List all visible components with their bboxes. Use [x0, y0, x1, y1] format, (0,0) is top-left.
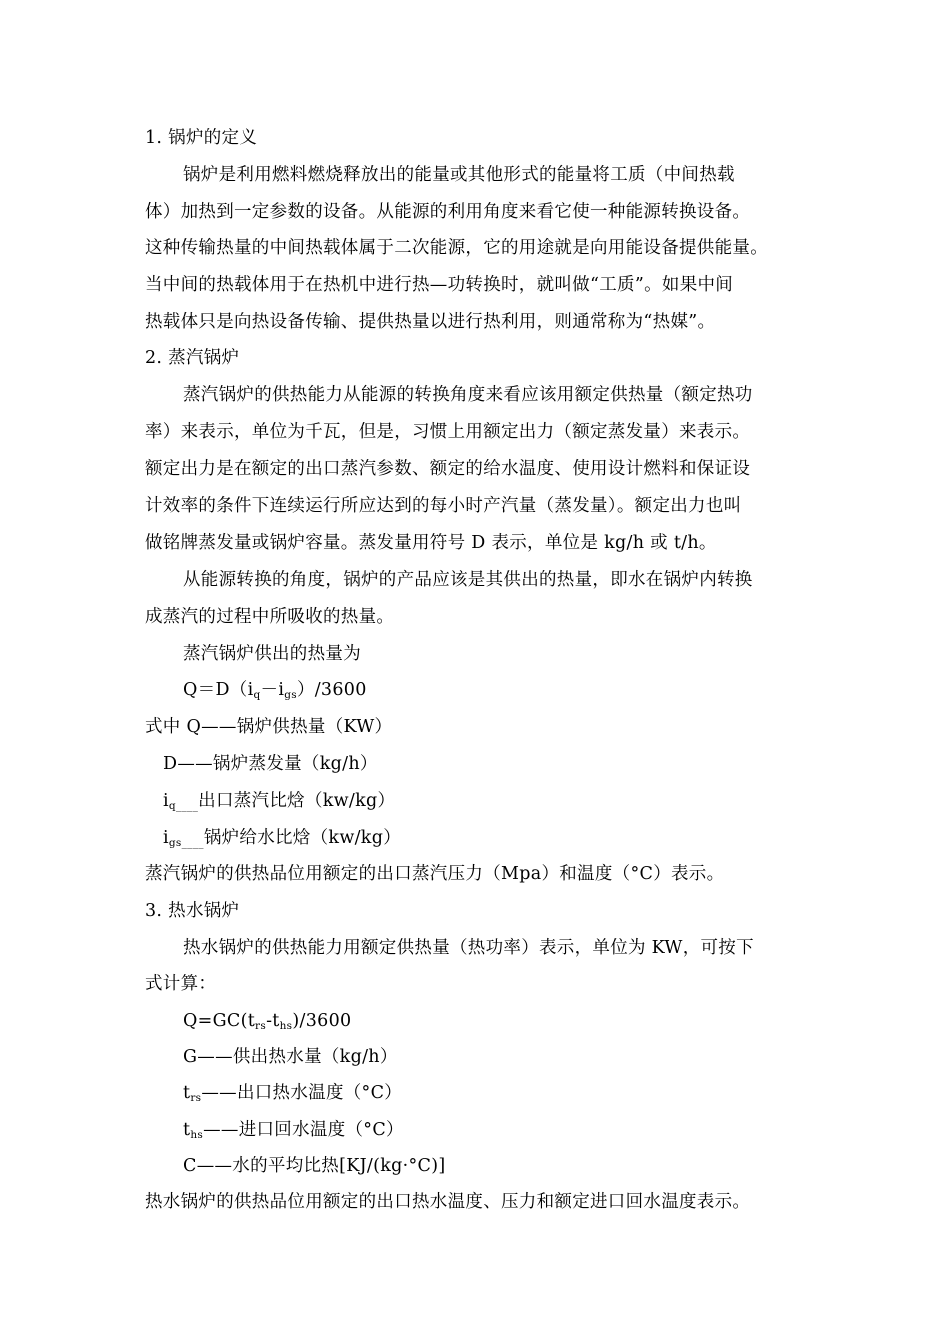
formula-part: Q=GC(t [183, 1011, 256, 1031]
var-subscript: rs [190, 1092, 202, 1104]
where-trs [183, 1081, 402, 1105]
section2-para-line: 做铭牌蒸发量或锅炉容量。蒸发量用符号 D 表示，单位是 kg/h 或 t/h。 [145, 533, 717, 553]
section1-para-line: 体）加热到一定参数的设备。从能源的利用角度来看它使一种能源转换设备。 [145, 202, 751, 222]
var: t [183, 1083, 191, 1103]
formula-part: Q＝D（i [183, 680, 254, 700]
formula-part: －i [260, 680, 285, 700]
section1-para-line: 热载体只是向热设备传输、提供热量以进行热利用，则通常称为“热媒”。 [145, 312, 716, 332]
section1-para-line: 这种传输热量的中间热载体属于二次能源，它的用途就是向用能设备提供能量。 [145, 238, 768, 258]
hotwater-quality: 热水锅炉的供热品位用额定的出口热水温度、压力和额定进口回水温度表示。 [145, 1192, 751, 1212]
section2-para-line: 蒸汽锅炉供出的热量为 [183, 644, 361, 664]
where-c: C——水的平均比热[KJ/(kg·°C)] [183, 1156, 446, 1176]
section3-para-line: 式计算： [145, 974, 217, 994]
section2-para-line: 率）来表示，单位为千瓦，但是，习惯上用额定出力（额定蒸发量）来表示。 [145, 422, 751, 442]
var-subscript: q [168, 800, 176, 812]
var-subscript: hs [190, 1129, 204, 1141]
section1-para-line: 当中间的热载体用于在热机中进行热—功转换时，就叫做“工质”。如果中间 [145, 275, 734, 295]
var: t [183, 1120, 191, 1140]
section2-heading: 2. 蒸汽锅炉 [145, 348, 240, 368]
dash: ____ [175, 800, 199, 812]
section2-para-line: 蒸汽锅炉的供热能力从能源的转换角度来看应该用额定供热量（额定热功 [183, 385, 753, 405]
where-ths [183, 1118, 404, 1142]
formula-subscript: gs [284, 689, 297, 701]
section1-para-line: 锅炉是利用燃料燃烧释放出的能量或其他形式的能量将工质（中间热载 [183, 165, 735, 185]
var: i [163, 791, 169, 811]
where-igs [163, 826, 401, 850]
steam-quality: 蒸汽锅炉的供热品位用额定的出口蒸汽压力（Mpa）和温度（°C）表示。 [145, 864, 725, 884]
where-d: D——锅炉蒸发量（kg/h） [163, 754, 378, 774]
formula-part: )/3600 [292, 1011, 352, 1031]
formula-part: -t [266, 1011, 280, 1031]
section3-heading: 3. 热水锅炉 [145, 901, 240, 921]
desc: ——进口回水温度（°C） [203, 1120, 404, 1140]
formula-subscript: hs [279, 1020, 293, 1032]
var: i [163, 828, 169, 848]
section3-para-line: 热水锅炉的供热能力用额定供热量（热功率）表示，单位为 KW，可按下 [183, 938, 754, 958]
dash: ____ [181, 837, 204, 849]
formula-subscript: rs [255, 1020, 267, 1032]
hotwater-formula [183, 1009, 351, 1033]
desc: ——出口热水温度（°C） [201, 1083, 403, 1103]
section2-para-line: 从能源转换的角度，锅炉的产品应该是其供出的热量，即水在锅炉内转换 [183, 570, 753, 590]
where-q: 式中 Q——锅炉供热量（KW） [145, 717, 393, 737]
formula-part: ）/3600 [296, 680, 367, 700]
section2-para-line: 计效率的条件下连续运行所应达到的每小时产汽量（蒸发量）。额定出力也叫 [145, 496, 742, 516]
desc: 出口蒸汽比焓（kw/kg） [198, 791, 396, 811]
where-iq [163, 789, 395, 813]
desc: 锅炉给水比焓（kw/kg） [203, 828, 402, 848]
formula-subscript: q [253, 689, 261, 701]
var-subscript: gs [168, 837, 182, 849]
where-g: G——供出热水量（kg/h） [183, 1047, 398, 1067]
steam-formula [183, 678, 367, 702]
section2-para-line: 成蒸汽的过程中所吸收的热量。 [145, 607, 395, 627]
section2-para-line: 额定出力是在额定的出口蒸汽参数、额定的给水温度、使用设计燃料和保证设 [145, 459, 751, 479]
section1-heading: 1. 锅炉的定义 [145, 128, 258, 148]
